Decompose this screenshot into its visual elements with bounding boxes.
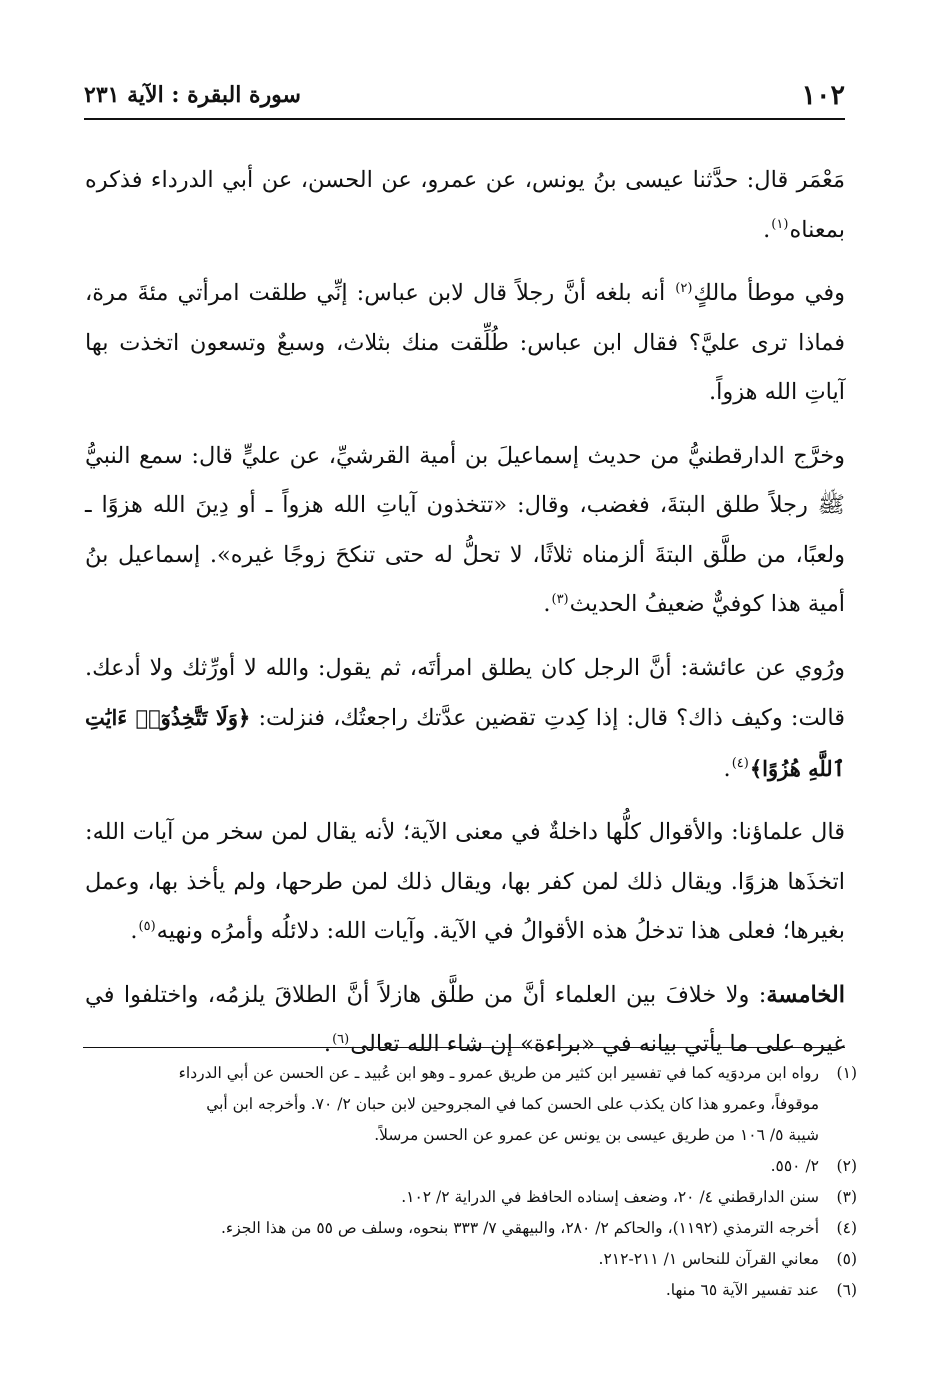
paragraph-text: ورُوي عن عائشة: أنَّ الرجل كان يطلق امرأتَه، ثم يقول: والله لا أورِّثك ولا أدعك. قالت: وكيف ذاك؟ قال: إذا كِدتِ تقضين عدَّتك راجعتُك، فنزلت:	[85, 654, 846, 731]
paragraph-text: قال علماؤنا: والأقوال كلُّها داخلةٌ في معنى الآية؛ لأنه يقال لمن سخر من آيات الله: اتخذَها هزوًا. ويقال ذلك لمن كفر بها، ويقال ذلك لمن طرحها، ولم يأخذ بها، وعمل بغيرها؛ فعلى هذا تدخلُ هذه الأقوالُ في الآية. وآيات الله: دلائلُه وأمرُه ونهيه	[85, 819, 845, 944]
footnote-divider	[83, 1047, 845, 1048]
footnote-6	[81, 1275, 857, 1306]
page-header	[84, 78, 845, 120]
footnote-3	[81, 1182, 857, 1213]
footnote-marker: (٤)	[731, 756, 749, 771]
footnote-text: ٢/ ٥٥٠.	[770, 1157, 819, 1175]
footnote-text: سنن الدارقطني ٤/ ٢٠، وضعف إسناده الحافظ في الدراية ٢/ ١٠٢.	[401, 1188, 819, 1206]
paragraph-end: .	[130, 918, 138, 944]
paragraph-2	[85, 269, 845, 418]
footnote-number: (٣)	[836, 1188, 857, 1206]
footnote-1	[81, 1058, 857, 1089]
footnote-number: (١)	[836, 1064, 857, 1082]
footnote-marker: (٦)	[332, 1031, 350, 1047]
paragraph-end: .	[723, 755, 731, 782]
footnote-marker: (٥)	[138, 918, 156, 934]
paragraph-4	[85, 644, 845, 795]
footnote-marker: (٣)	[551, 591, 569, 607]
footnotes	[81, 1058, 857, 1306]
footnote-text: رواه ابن مردوَيه كما في تفسير ابن كثير من طريق عمرو ـ وهو ابن عُبيد ـ عن الحسن عن أبي الدرداء	[178, 1064, 819, 1082]
paragraph-6	[85, 971, 845, 1070]
footnote-number: (٦)	[836, 1281, 857, 1299]
page-number: ١٠٢	[801, 80, 845, 111]
paragraph-end: .	[763, 216, 771, 243]
footnote-marker: (١)	[771, 217, 789, 232]
paragraph-text: وفي موطأ مالكٍ	[693, 280, 846, 306]
paragraph-3	[85, 432, 845, 630]
footnote-5	[81, 1244, 857, 1275]
footnote-text: شيبة ٥/ ١٠٦ من طريق عيسى بن يونس عن عمرو عن الحسن مرسلاً.	[374, 1126, 819, 1144]
paragraph-end: .	[543, 591, 551, 617]
paragraph-end: .	[323, 1031, 332, 1057]
footnote-4	[81, 1213, 857, 1244]
footnote-text: عند تفسير الآية ٦٥ منها.	[665, 1281, 819, 1299]
running-title: سورة البقرة : الآية ٢٣١	[84, 82, 301, 108]
footnote-marker: (٢)	[675, 280, 693, 296]
footnote-number: (٥)	[836, 1250, 857, 1268]
footnote-text: معاني القرآن للنحاس ١/ ٢١١-٢١٢.	[598, 1250, 819, 1268]
footnote-1-cont	[81, 1120, 857, 1151]
footnote-number: (٤)	[836, 1219, 857, 1237]
footnote-2	[81, 1151, 857, 1182]
paragraph-1	[85, 156, 845, 255]
paragraph-text: مَعْمَر قال: حدَّثنا عيسى بنُ يونس، عن عمرو، عن الحسن، عن أبي الدرداء فذكره بمعناه	[85, 167, 845, 243]
footnote-text: أخرجه الترمذي (١١٩٢)، والحاكم ٢/ ٢٨٠، والبيهقي ٧/ ٣٣٣ بنحوه، وسلف ص ٥٥ من هذا الجزء.	[221, 1219, 819, 1237]
section-lead: الخامسة	[766, 981, 845, 1008]
paragraph-text: وخرَّج الدارقطنيُّ من حديث إسماعيلَ بن أمية القرشيِّ، عن عليٍّ قال: سمع النبيُّ ﷺ رجلاً طلق البتةَ، فغضب، وقال: «تتخذون آياتِ الله هزواً ـ أو دِينَ الله هزوًا ـ ولعبًا، من طلَّق البتةَ ألزمناه ثلاثًا، لا تحلُّ له حتى تنكحَ زوجًا غيره». إسماعيل بنُ أمية هذا كوفيٌّ ضعيفُ الحديث	[85, 442, 845, 617]
main-text	[85, 156, 845, 1084]
paragraph-5	[85, 808, 845, 957]
paragraph-text: أنه بلغه أنَّ رجلاً قال لابن عباس: إنِّي طلقت امرأتي مئةَ مرة، فماذا ترى عليَّ؟ فقال ابن عباس: طُلِّقت منك بثلاث، وسبعٌ وتسعون اتخذت بها آياتِ الله هزواً.	[85, 280, 845, 405]
paragraph-text: : ولا خلافَ بين العلماء أنَّ من طلَّق هازلاً أنَّ الطلاقَ يلزمُه، واختلفوا في غيره على ما يأتي بيانه في «براءة» إن شاء الله تعالى	[85, 981, 845, 1057]
footnote-text: موقوفاً، وعمرو هذا كان يكذب على الحسن كما في المجروحين لابن حبان ٢/ ٧٠. وأخرجه ابن أبي	[206, 1095, 819, 1113]
quran-verse: ﴿وَلَا تَتَّخِذُوٓا۟ ءَايَٰتِ ٱللَّهِ هُزُوًا﴾	[85, 705, 845, 781]
footnote-1-cont	[81, 1089, 857, 1120]
footnote-number: (٢)	[836, 1157, 857, 1175]
